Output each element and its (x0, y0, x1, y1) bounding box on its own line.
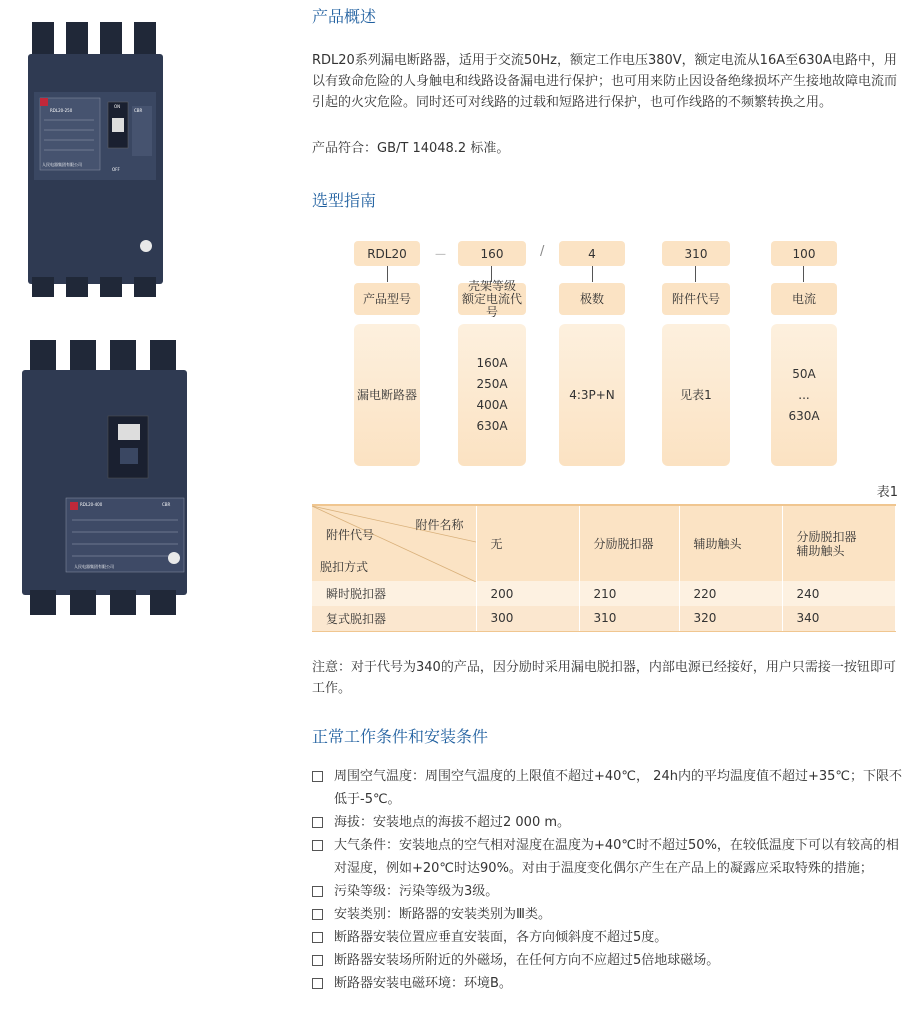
table-row (312, 606, 896, 631)
desc-frame-item: 630A (476, 419, 508, 433)
table-cell: 340 (782, 606, 896, 631)
label-current (771, 283, 837, 315)
list-item-text: 海拔：安装地点的海拔不超过2 000 m。 (334, 815, 571, 830)
label-accessory-text: 附件代号 (671, 291, 720, 306)
table-header-row (312, 505, 896, 581)
selection-title: 选型指南 (312, 191, 377, 210)
corner-accessory-name: 附件名称 (415, 518, 464, 532)
label-accessory (662, 283, 730, 315)
label-frame (458, 278, 526, 319)
corner-accessory-code: 附件代号 (326, 528, 375, 542)
list-item-text: 污染等级：污染等级为3级。 (334, 884, 499, 899)
table-cell: 200 (476, 581, 579, 606)
list-item-text: 周围空气温度：周围空气温度的上限值不超过+40℃， 24h内的平均温度值不超过+35℃；下限不低于-5℃。 (334, 769, 902, 807)
desc-current-item: ... (798, 387, 810, 402)
desc-frame-item: 400A (476, 398, 508, 412)
table-caption: 表1 (876, 485, 898, 500)
brand-label: CBR (134, 108, 143, 113)
off-label: OFF (112, 167, 120, 172)
checkbox-icon (312, 817, 323, 828)
list-item (312, 811, 904, 834)
label-model-text: 产品型号 (362, 291, 411, 306)
table-cell: 300 (476, 606, 579, 631)
row-label: 复式脱扣器 (312, 606, 476, 631)
connector-line (592, 266, 593, 282)
desc-poles (559, 324, 625, 466)
list-item (312, 903, 904, 926)
list-item (312, 765, 904, 811)
brand-label: CBR (162, 502, 171, 507)
desc-poles-text: 4:3P+N (569, 387, 615, 402)
checkbox-icon (312, 978, 323, 989)
checkbox-icon (312, 955, 323, 966)
separator-slash: / (540, 244, 545, 259)
table-corner-cell (312, 505, 476, 581)
desc-accessory-text: 见表1 (680, 387, 712, 402)
checkbox-icon (312, 886, 323, 897)
table-cell: 320 (679, 606, 782, 631)
overview-title: 产品概述 (312, 7, 377, 26)
separator-dash: － (434, 248, 448, 263)
list-item-text: 大气条件：安装地点的空气相对湿度在温度为+40℃时不超过50%，在较低温度下可以有较高的相对湿度，例如+20℃时达90%。对由于温度变化偶尔产生在产品上的凝露应采取特殊的措施； (334, 838, 899, 876)
checkbox-icon (312, 840, 323, 851)
overview-paragraph: RDL20系列漏电断路器，适用于交流50Hz，额定工作电压380V，额定电流从16A至630A电路中，用以有致命危险的人身触电和线路设备漏电进行保护；也可用来防止因设备绝缘损坏产生接地故障电流而引起的火灾危险。同时还可对线路的过载和短路进行保护，也可作线路的不频繁转换之用。 (312, 53, 898, 110)
connector-line (695, 266, 696, 282)
desc-current (771, 324, 837, 466)
table-col-header (782, 505, 896, 581)
code-poles: 4 (559, 241, 625, 266)
checkbox-icon (312, 909, 323, 920)
col-header-text: 分励脱扣器 (796, 529, 857, 544)
table-cell: 220 (679, 581, 782, 606)
conditions-title: 正常工作条件和安装条件 (312, 727, 489, 746)
table-cell: 240 (782, 581, 896, 606)
desc-accessory (662, 324, 730, 466)
label-poles (559, 283, 625, 315)
accessory-table (312, 504, 896, 632)
list-item-text: 安装类别：断路器的安装类别为Ⅲ类。 (334, 907, 551, 922)
on-label: ON (114, 104, 121, 109)
code-series: RDL20 (354, 241, 420, 266)
desc-model (354, 324, 420, 466)
col-header-text: 辅助触头 (693, 537, 742, 551)
label-model (354, 283, 420, 315)
label-current-text: 电流 (791, 291, 816, 306)
code-frame: 160 (458, 241, 526, 266)
list-item-text: 断路器安装场所附近的外磁场，在任何方向不应超过5倍地球磁场。 (334, 953, 720, 968)
breaker-image-250 (28, 22, 163, 297)
model-label: RDL20-400 (80, 502, 103, 507)
table-cell: 210 (579, 581, 679, 606)
table-col-header (476, 505, 579, 581)
desc-model-text: 漏电断路器 (356, 387, 417, 402)
desc-frame (458, 324, 526, 466)
checkbox-icon (312, 932, 323, 943)
checkbox-icon (312, 771, 323, 782)
desc-frame-item: 250A (476, 377, 508, 391)
company-label: 人民电器集团有限公司 (42, 162, 82, 167)
list-item (312, 880, 904, 903)
code-accessory: 310 (662, 241, 730, 266)
desc-current-item: 630A (788, 408, 820, 423)
col-header-text: 辅助触头 (796, 543, 845, 558)
standard-text: 产品符合：GB/T 14048.2 标准。 (312, 141, 510, 156)
table-row (312, 581, 896, 606)
note-text: 注意：对于代号为340的产品，因分励时采用漏电脱扣器，内部电源已经接好，用户只需接一按钮即可工作。 (312, 660, 896, 696)
table-col-header (579, 505, 679, 581)
row-label: 瞬时脱扣器 (312, 581, 476, 606)
label-poles-text: 极数 (579, 291, 604, 306)
conditions-list (312, 765, 904, 995)
list-item-text: 断路器安装位置应垂直安装面，各方向倾斜度不超过5度。 (334, 930, 668, 945)
code-current: 100 (771, 241, 837, 266)
connector-line (803, 266, 804, 282)
table-col-header (679, 505, 782, 581)
list-item (312, 834, 904, 880)
table-cell: 310 (579, 606, 679, 631)
company-label: 人民电器集团有限公司 (74, 564, 114, 569)
label-frame-line1: 壳架等级 (467, 278, 516, 293)
desc-frame-item: 160A (476, 356, 508, 370)
col-header-text: 分励脱扣器 (593, 537, 654, 551)
col-header-text: 无 (490, 537, 503, 551)
corner-trip-mode: 脱扣方式 (320, 560, 369, 574)
list-item (312, 949, 904, 972)
breaker-image-400 (22, 340, 187, 615)
list-item (312, 926, 904, 949)
list-item-text: 断路器安装电磁环境：环境B。 (334, 976, 512, 991)
model-label: RDL20-250 (50, 108, 73, 113)
desc-current-item: 50A (792, 366, 816, 381)
label-frame-line2: 额定电流代号 (461, 291, 522, 319)
connector-line (387, 266, 388, 282)
list-item (312, 972, 904, 995)
